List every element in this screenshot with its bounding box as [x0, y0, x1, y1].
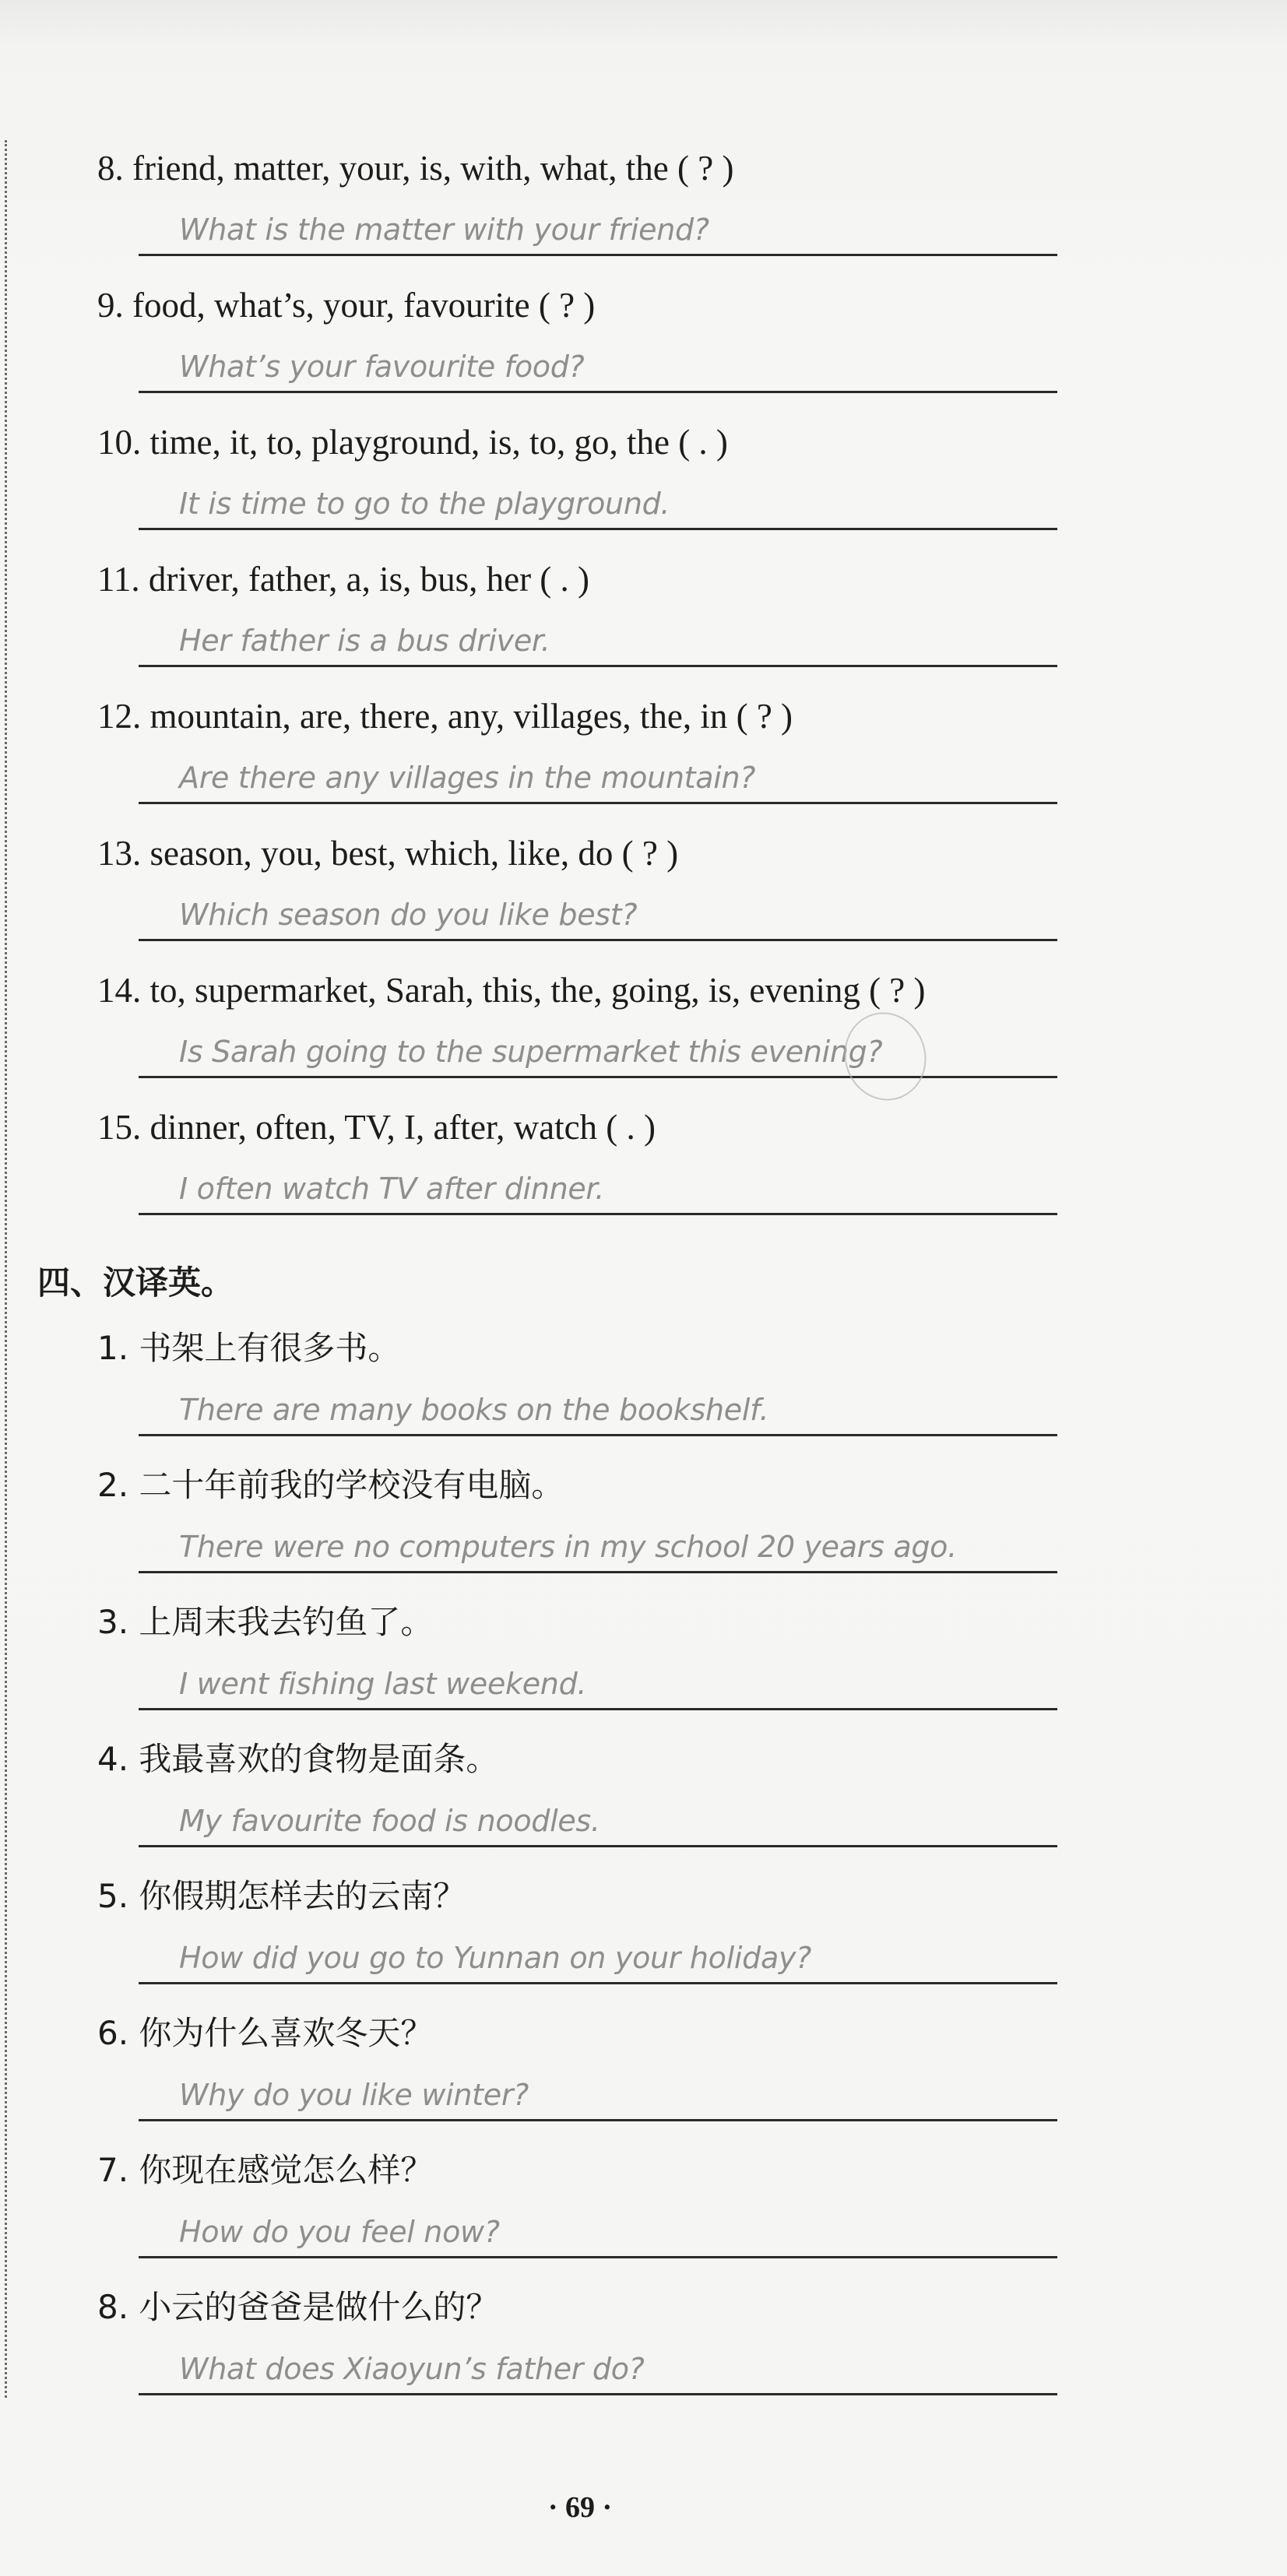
- answer-line: [139, 1434, 1057, 1436]
- answer-text: What’s your favourite food?: [179, 350, 585, 384]
- answer-line: [139, 802, 1057, 804]
- answer-text: I went fishing last weekend.: [179, 1667, 587, 1701]
- question-text: 3. 上周末我去钓鱼了。: [97, 1603, 434, 1641]
- question-text: 8. 小云的爸爸是做什么的？: [97, 2288, 499, 2326]
- section-title: 四、汉译英。: [37, 1263, 234, 1302]
- answer-text: Is Sarah going to the supermarket this evening?: [179, 1035, 883, 1069]
- answer-line: [139, 2256, 1057, 2258]
- answer-text: Are there any villages in the mountain?: [179, 761, 756, 795]
- question-text: 14. to, supermarket, Sarah, this, the, going, is, evening ( ? ): [97, 971, 926, 1010]
- question-text: 10. time, it, to, playground, is, to, go, the ( . ): [97, 423, 728, 462]
- answer-line: [139, 1982, 1057, 1984]
- answer-line: [139, 1213, 1057, 1215]
- answer-line: [139, 939, 1057, 941]
- question-text: 15. dinner, often, TV, I, after, watch ( . ): [97, 1108, 656, 1147]
- answer-text: My favourite food is noodles.: [179, 1804, 600, 1838]
- question-text: 8. friend, matter, your, is, with, what, the ( ? ): [97, 149, 734, 188]
- answer-text: How did you go to Yunnan on your holiday?: [179, 1941, 812, 1975]
- page-number: · 69 ·: [547, 2491, 613, 2524]
- answer-text: Why do you like winter?: [179, 2078, 529, 2112]
- answer-text: What does Xiaoyun’s father do?: [179, 2352, 645, 2386]
- answer-text: What is the matter with your friend?: [179, 213, 709, 247]
- answer-text: There are many books on the bookshelf.: [179, 1393, 769, 1427]
- answer-text: There were no computers in my school 20 years ago.: [179, 1530, 957, 1564]
- question-text: 5. 你假期怎样去的云南？: [97, 1877, 466, 1915]
- question-text: 6. 你为什么喜欢冬天？: [97, 2014, 434, 2052]
- answer-text: Which season do you like best?: [179, 898, 638, 932]
- answer-text: Her father is a bus driver.: [179, 624, 550, 658]
- answer-text: It is time to go to the playground.: [179, 487, 670, 521]
- answer-line: [139, 391, 1057, 393]
- answer-line: [139, 665, 1057, 667]
- question-text: 4. 我最喜欢的食物是面条。: [97, 1740, 499, 1778]
- answer-text: How do you feel now?: [179, 2215, 500, 2249]
- answer-line: [139, 1708, 1057, 1710]
- answer-text: I often watch TV after dinner.: [179, 1172, 605, 1206]
- question-text: 13. season, you, best, which, like, do ( ? ): [97, 834, 679, 873]
- question-text: 7. 你现在感觉怎么样？: [97, 2151, 434, 2189]
- question-text: 2. 二十年前我的学校没有电脑。: [97, 1466, 564, 1504]
- left-margin-dotted-line: [5, 140, 7, 2398]
- answer-line: [139, 1845, 1057, 1847]
- question-text: 1. 书架上有很多书。: [97, 1329, 401, 1367]
- answer-line: [139, 2393, 1057, 2395]
- answer-line: [139, 528, 1057, 530]
- question-text: 9. food, what’s, your, favourite ( ? ): [97, 286, 596, 325]
- answer-line: [139, 254, 1057, 256]
- answer-line: [139, 2119, 1057, 2121]
- faint-stamp-mark: [833, 1002, 937, 1112]
- answer-line: [139, 1571, 1057, 1573]
- question-text: 12. mountain, are, there, any, villages, the, in ( ? ): [97, 697, 793, 736]
- question-text: 11. driver, father, a, is, bus, her ( . ): [97, 560, 590, 599]
